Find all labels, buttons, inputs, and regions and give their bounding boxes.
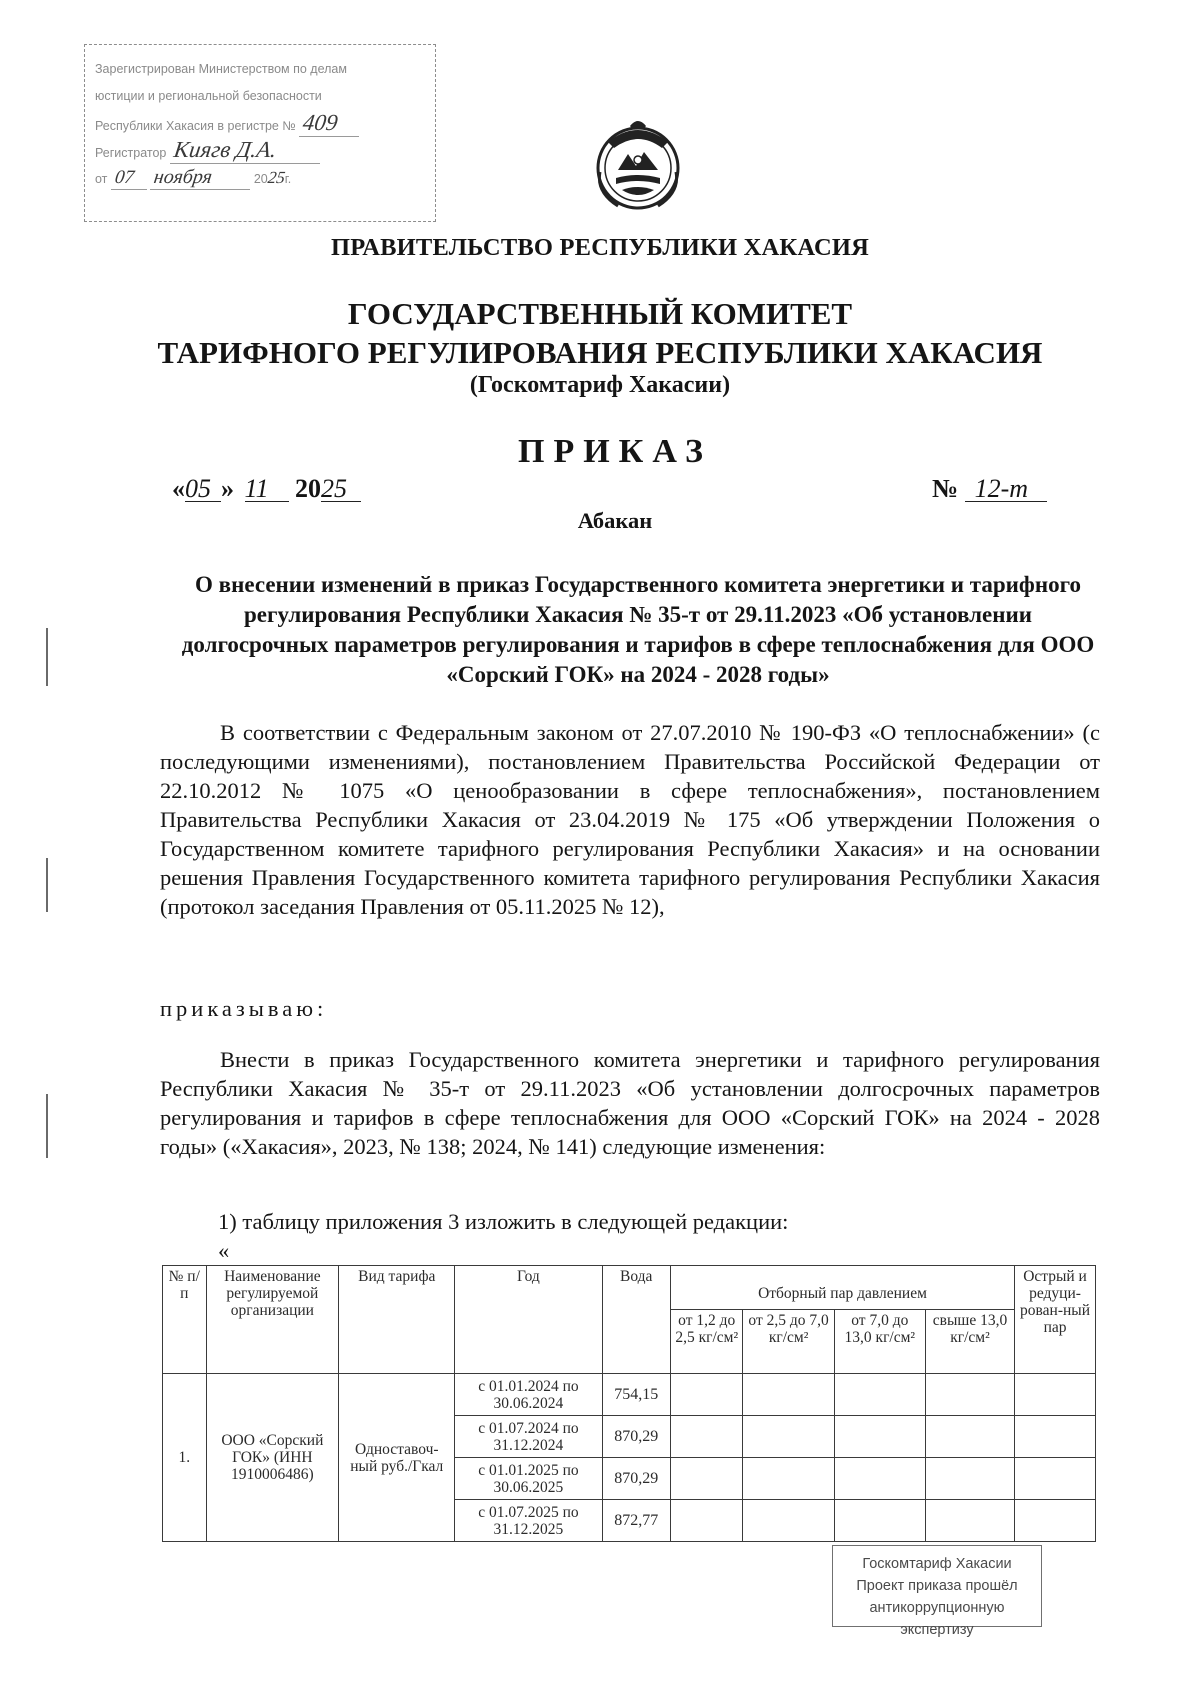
tariff-table bbox=[162, 1265, 1096, 1542]
government-name: ПРАВИТЕЛЬСТВО РЕСПУБЛИКИ ХАКАСИЯ bbox=[330, 234, 870, 261]
stamp-date-year: 25 bbox=[266, 168, 287, 187]
header-pressure-4: свыше 13,0 кг/см² bbox=[925, 1310, 1014, 1374]
row-water: 870,29 bbox=[602, 1458, 670, 1500]
row-num: 1. bbox=[163, 1374, 207, 1542]
khakassia-coat-of-arms-icon bbox=[588, 112, 688, 216]
date-year-prefix: 20 bbox=[295, 474, 321, 503]
approval-stamp-line-3: антикоррупционную экспертизу bbox=[869, 1600, 1005, 1638]
stamp-line-2: юстиции и региональной безопасности bbox=[95, 89, 322, 103]
item-1: 1) таблицу приложения 3 изложить в следующей редакции: bbox=[218, 1209, 789, 1234]
date-quote-close: » bbox=[221, 474, 234, 503]
row-org: ООО «Сорский ГОК» (ИНН 1910006486) bbox=[206, 1374, 339, 1542]
preamble-paragraph: В соответствии с Федеральным законом от 27.07.2010 № 190-ФЗ «О теплоснабжении» (с последующими изменениями), постановлением Правительства Российской Федерации от 22.10.2012 № 1075 «О ценообразовании в сфере теплоснабжения», постановлением Правительства Республики Хакасия от 23.04.2019 № 175 «Об утверждении Положения о Государственном комитете тарифного регулирования Республики Хакасия» и на основании решения Правления Государственного комитета тарифного регулирования Республики Хакасия (протокол заседания Правления от 05.11.2025 № 12), bbox=[160, 720, 1100, 919]
order-number-label: № bbox=[932, 474, 959, 503]
quote-open: « bbox=[218, 1238, 230, 1263]
header-tariff-type: Вид тарифа bbox=[339, 1266, 455, 1374]
stamp-registrar-label: Регистратор bbox=[95, 146, 167, 160]
committee-short-name: (Госкомтариф Хакасии) bbox=[469, 372, 731, 398]
stamp-date-year-prefix: 20 bbox=[253, 172, 268, 186]
approval-stamp-line-2: Проект приказа прошёл bbox=[856, 1578, 1018, 1594]
header-year: Год bbox=[455, 1266, 602, 1374]
stamp-date-day: 07 bbox=[113, 167, 136, 188]
header-pressure-1: от 1,2 до 2,5 кг/см² bbox=[670, 1310, 743, 1374]
row-tariff-type: Одноставоч-ный руб./Гкал bbox=[339, 1374, 455, 1542]
amendment-paragraph: Внести в приказ Государственного комитета энергетики и тарифного регулирования Республики Хакасия № 35-т от 29.11.2023 «Об установлении долгосрочных параметров регулирования и тарифов в сфере теплоснабжения для ООО «Сорский ГОК» на 2024 - 2028 годы» («Хакасия», 2023, № 138; 2024, № 141) следующие изменения: bbox=[160, 1047, 1100, 1159]
row-period: с 01.01.2024 по 30.06.2024 bbox=[455, 1374, 602, 1416]
date-day: 05 bbox=[185, 477, 221, 502]
order-number bbox=[932, 474, 1047, 504]
stamp-line-4 bbox=[95, 137, 427, 167]
row-water: 870,29 bbox=[602, 1416, 670, 1458]
header-pressure-2: от 2,5 до 7,0 кг/см² bbox=[743, 1310, 834, 1374]
committee-name-line2: ТАРИФНОГО РЕГУЛИРОВАНИЯ РЕСПУБЛИКИ ХАКАСИЯ bbox=[157, 335, 1043, 370]
row-period: с 01.07.2025 по 31.12.2025 bbox=[455, 1500, 602, 1542]
header-water: Вода bbox=[602, 1266, 670, 1374]
header-pressure-3: от 7,0 до 13,0 кг/см² bbox=[834, 1310, 925, 1374]
registration-stamp bbox=[84, 44, 436, 222]
order-number-value: 12-т bbox=[965, 477, 1047, 502]
approval-stamp-line-1: Госкомтариф Хакасии bbox=[862, 1556, 1012, 1572]
scan-mark bbox=[46, 628, 48, 686]
city: Абакан bbox=[577, 508, 653, 533]
date-month: 11 bbox=[245, 477, 289, 502]
stamp-date-suffix: г. bbox=[284, 172, 292, 186]
row-period: с 01.07.2024 по 31.12.2024 bbox=[455, 1416, 602, 1458]
order-title: О внесении изменений в приказ Государственного комитета энергетики и тарифного регулирования Республики Хакасия № 35-т от 29.11.2023 «Об установлении долгосрочных параметров регулирования и тарифов в сфере теплоснабжения для ООО «Сорский ГОК» на 2024 - 2028 годы» bbox=[181, 572, 1095, 687]
header-num: № п/п bbox=[163, 1266, 207, 1374]
stamp-registrar-name: Киягв Д.А. bbox=[172, 137, 279, 162]
table-row bbox=[163, 1374, 1096, 1416]
stamp-register-label: Республики Хакасия в регистре № bbox=[95, 119, 296, 133]
document-type: ПРИКАЗ bbox=[518, 433, 712, 470]
stamp-line-1: Зарегистрирован Министерством по делам bbox=[95, 62, 347, 76]
stamp-line-5 bbox=[95, 167, 427, 194]
order-date bbox=[172, 474, 361, 504]
header-sharp-steam: Острый и редуци-рован-ный пар bbox=[1015, 1266, 1096, 1374]
stamp-date-prefix: от bbox=[95, 172, 108, 186]
row-water: 872,77 bbox=[602, 1500, 670, 1542]
scan-mark bbox=[46, 858, 48, 912]
stamp-date-month: ноября bbox=[152, 166, 214, 188]
committee-name-line1: ГОСУДАРСТВЕННЫЙ КОМИТЕТ bbox=[347, 296, 853, 331]
stamp-line-3 bbox=[95, 110, 427, 140]
scan-mark bbox=[46, 1094, 48, 1158]
stamp-register-number: 409 bbox=[301, 110, 340, 135]
decree-word: приказываю: bbox=[160, 996, 328, 1021]
row-period: с 01.01.2025 по 30.06.2025 bbox=[455, 1458, 602, 1500]
date-year: 25 bbox=[321, 477, 361, 502]
row-water: 754,15 bbox=[602, 1374, 670, 1416]
date-quote-open: « bbox=[172, 474, 185, 503]
header-steam-group: Отборный пар давлением bbox=[670, 1266, 1014, 1310]
anticorruption-stamp bbox=[832, 1545, 1042, 1638]
header-org: Наименование регулируемой организации bbox=[206, 1266, 339, 1374]
